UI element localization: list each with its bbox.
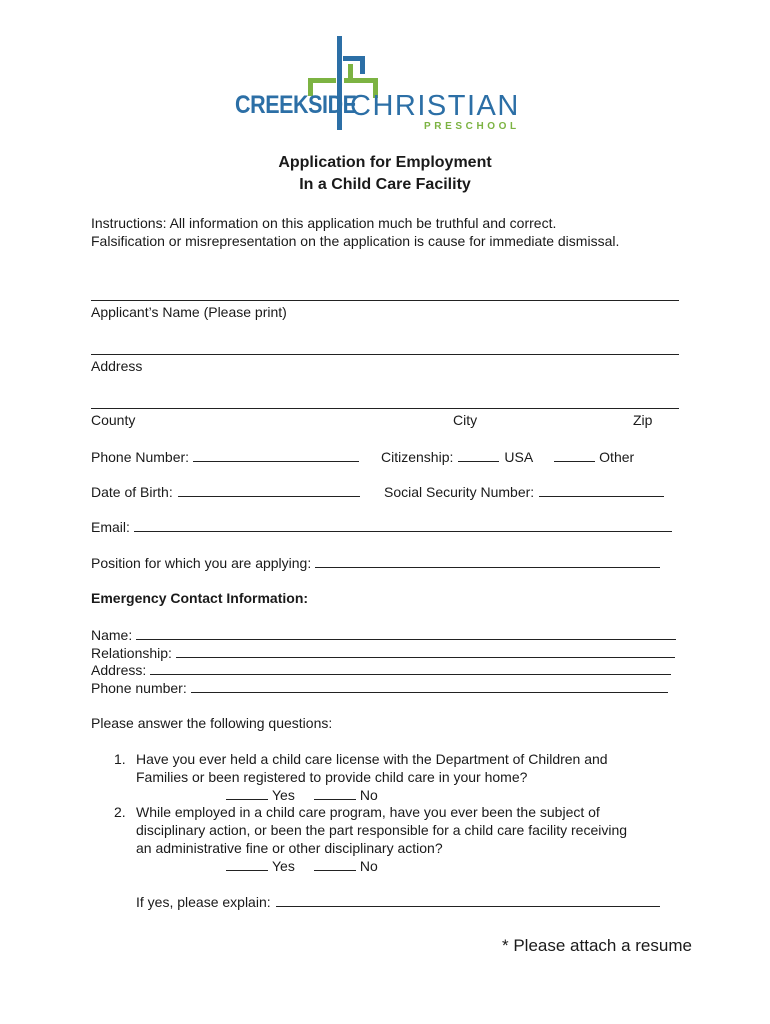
citizenship-row bbox=[381, 448, 634, 466]
question-2-yes-label: Yes bbox=[272, 858, 295, 874]
logo bbox=[230, 34, 520, 134]
county-city-zip-line[interactable] bbox=[91, 408, 679, 409]
question-2-answer-row bbox=[226, 857, 378, 875]
citizenship-label: Citizenship: bbox=[381, 449, 454, 465]
logo-preschool-text: PRESCHOOL bbox=[424, 121, 520, 132]
position-row bbox=[91, 554, 660, 572]
question-2-yes-blank[interactable] bbox=[226, 857, 268, 871]
instructions-line2: Falsification or misrepresentation on the application is cause for immediate dismissal. bbox=[91, 233, 620, 249]
emergency-relationship-field[interactable] bbox=[176, 644, 675, 658]
question-1-yes-blank[interactable] bbox=[226, 786, 268, 800]
zip-label: Zip bbox=[633, 412, 653, 428]
emergency-phone-label: Phone number: bbox=[91, 680, 187, 696]
ssn-row bbox=[384, 483, 664, 501]
date-of-birth-row bbox=[91, 483, 360, 501]
question-1-number: 1. bbox=[114, 751, 126, 767]
question-1-line2: Families or been registered to provide child care in your home? bbox=[136, 769, 528, 785]
form-title-line1: Application for Employment bbox=[278, 154, 492, 171]
emergency-phone-field[interactable] bbox=[191, 679, 668, 693]
instructions-line1: Instructions: All information on this application much be truthful and correct. bbox=[91, 215, 557, 231]
question-1-no-label: No bbox=[359, 787, 378, 803]
position-field[interactable] bbox=[315, 554, 660, 568]
resume-note: * Please attach a resume bbox=[502, 936, 692, 955]
logo-christian-text: CHRISTIAN bbox=[350, 90, 520, 122]
question-1-line1: Have you ever held a child care license with the Department of Children and bbox=[136, 751, 608, 767]
question-1-answer-row bbox=[226, 786, 378, 804]
date-of-birth-field[interactable] bbox=[178, 483, 360, 497]
city-label: City bbox=[453, 412, 478, 428]
email-field[interactable] bbox=[134, 518, 672, 532]
emergency-relationship-row bbox=[91, 644, 675, 662]
emergency-address-row bbox=[91, 661, 671, 679]
county-label: County bbox=[91, 412, 136, 428]
applicant-name-line[interactable] bbox=[91, 300, 679, 301]
citizenship-other-blank[interactable] bbox=[554, 448, 595, 462]
questions-intro: Please answer the following questions: bbox=[91, 715, 333, 731]
citizenship-other-label: Other bbox=[599, 449, 635, 465]
explain-field[interactable] bbox=[276, 893, 660, 907]
emergency-heading: Emergency Contact Information: bbox=[91, 590, 309, 606]
question-2-line3: an administrative fine or other disciplinary action? bbox=[136, 840, 443, 856]
phone-number-row bbox=[91, 448, 359, 466]
emergency-address-field[interactable] bbox=[150, 661, 671, 675]
applicant-name-label: Applicant’s Name (Please print) bbox=[91, 304, 287, 320]
question-2-no-label: No bbox=[359, 858, 378, 874]
ssn-label: Social Security Number: bbox=[384, 484, 535, 500]
date-of-birth-label: Date of Birth: bbox=[91, 484, 173, 500]
address-line[interactable] bbox=[91, 354, 679, 355]
emergency-name-field[interactable] bbox=[136, 626, 676, 640]
question-2-line2: disciplinary action, or been the part responsible for a child care facility receiving bbox=[136, 822, 628, 838]
email-label: Email: bbox=[91, 519, 130, 535]
emergency-name-row bbox=[91, 626, 676, 644]
email-row bbox=[91, 518, 672, 536]
phone-number-label: Phone Number: bbox=[91, 449, 190, 465]
position-label: Position for which you are applying: bbox=[91, 555, 312, 571]
logo-creekside-text: CREEKSIDE bbox=[235, 91, 357, 119]
address-label: Address bbox=[91, 358, 143, 374]
question-2-number: 2. bbox=[114, 804, 126, 820]
ssn-field[interactable] bbox=[539, 483, 664, 497]
emergency-relationship-label: Relationship: bbox=[91, 645, 172, 661]
question-1-no-blank[interactable] bbox=[314, 786, 356, 800]
question-2-no-blank[interactable] bbox=[314, 857, 356, 871]
emergency-name-label: Name: bbox=[91, 627, 133, 643]
citizenship-usa-blank[interactable] bbox=[458, 448, 499, 462]
citizenship-usa-label: USA bbox=[504, 449, 534, 465]
question-2-line1: While employed in a child care program, have you ever been the subject of bbox=[136, 804, 600, 820]
explain-label: If yes, please explain: bbox=[136, 894, 271, 910]
question-1-yes-label: Yes bbox=[272, 787, 295, 803]
phone-number-field[interactable] bbox=[193, 448, 359, 462]
emergency-phone-row bbox=[91, 679, 668, 697]
explain-row bbox=[136, 893, 660, 911]
form-title-line2: In a Child Care Facility bbox=[299, 176, 471, 193]
emergency-address-label: Address: bbox=[91, 662, 147, 678]
